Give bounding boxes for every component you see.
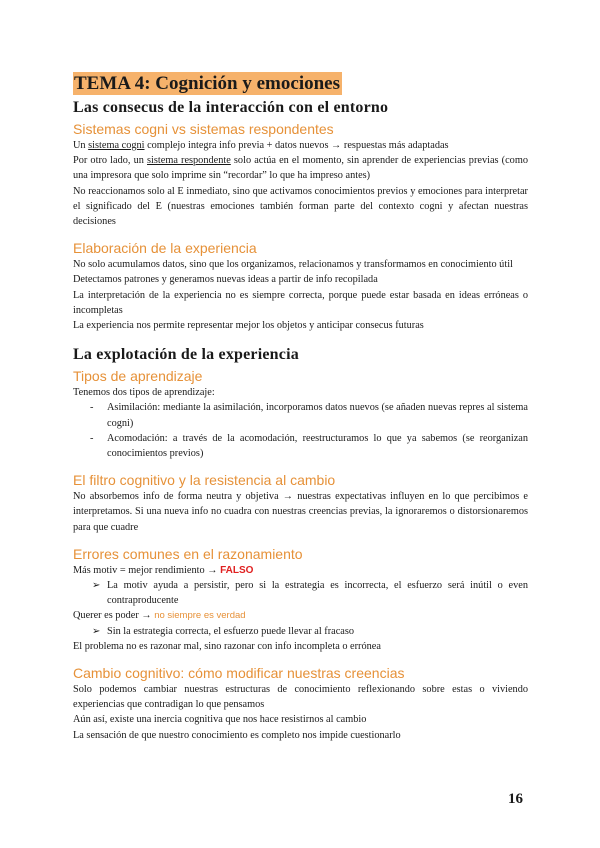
dash-marker: - [90,432,94,444]
paragraph: Aún así, existe una inercia cognitiva que nos hace resistirnos al cambio [73,714,367,726]
page-title: TEMA 4: Cognición y emociones [74,73,340,94]
paragraph: Tenemos dos tipos de aprendizaje: [73,387,215,399]
list-item: - Acomodación: a través de la acomodación, reestructuramos lo que ya sabemos (se reorganizan conocimientos previos) [90,432,528,460]
paragraph: El problema no es razonar mal, sino razonar con info incompleta o errónea [73,640,381,652]
paragraph: No reaccionamos solo al E inmediato, sino que activamos conocimientos previos y emociones para interpretar el significado del E (nuestras emociones también forman parte del contexto cogni y afectan nuestras decisiones [73,185,528,228]
subheading-errores: Errores comunes en el razonamiento [73,545,303,562]
paragraph: La sensación de que nuestro conocimiento es completo nos impide cuestionarlo [73,729,401,741]
arrow-bullet-icon: ➢ [92,625,101,637]
paragraph: No solo acumulamos datos, sino que los organizamos, relacionamos y transformamos en conocimiento útil [73,259,513,271]
section-heading-consecus: Las consecus de la interacción con el entorno [73,99,389,116]
paragraph: Por otro lado, un sistema respondente solo actúa en el momento, sin aprender de experiencias previas (como una impresora que solo imprime sin “recordar” lo que ha impreso antes) [73,155,528,182]
list-item: ➢ Sin la estrategia correcta, el esfuerzo puede llevar al fracaso [73,624,528,639]
paragraph: No absorbemos info de forma neutra y objetiva → nuestras expectativas influyen en lo que percibimos e interpretamos. Si una nueva info no cuadra con nuestras creencias previas, la ignoraremos o distorsionaremos para que cuadre [73,491,528,533]
subheading-sistemas: Sistemas cogni vs sistemas respondentes [73,121,334,137]
list-item: ➢ La motiv ayuda a persistir, pero si la estrategia es incorrecta, el esfuerzo será inútil o even contraproducente [92,580,528,607]
paragraph: La experiencia nos permite representar mejor los objetos y anticipar consecus futuras [73,320,424,332]
paragraph: Solo podemos cambiar nuestras estructuras de conocimiento reflexionando sobre estas o viviendo experiencias que contradigan lo que pensamos [73,684,528,711]
arrow-bullet-icon: ➢ [92,580,101,592]
page-number: 16 [508,791,523,807]
subheading-elaboracion: Elaboración de la experiencia [73,240,257,257]
page-content [73,72,528,743]
paragraph: La interpretación de la experiencia no es siempre correcta, porque puede estar basada en ideas erróneas o incompletas [73,289,528,316]
subheading-tipos: Tipos de aprendizaje [73,368,203,385]
subheading-filtro: El filtro cognitivo y la resistencia al cambio [73,472,336,489]
highlight-no-siempre: no siempre es verdad [154,610,246,622]
paragraph: Detectamos patrones y generamos nuevas ideas a partir de info recopilada [73,274,378,286]
subheading-cambio: Cambio cognitivo: cómo modificar nuestras creencias [73,665,405,682]
section-heading-explotacion: La explotación de la experiencia [73,346,299,364]
paragraph: Querer es poder → no siempre es verdad [73,610,246,622]
highlight-falso: FALSO [220,564,254,576]
paragraph: Un sistema cogni complejo integra info previa + datos nuevos → respuestas más adaptadas [73,140,449,151]
list-item: - Asimilación: mediante la asimilación, incorporamos datos nuevos (se añaden nuevas repres al sistema cogni) [90,402,528,429]
dash-marker: - [90,402,94,414]
paragraph: Más motiv = mejor rendimiento → FALSO [73,564,254,576]
